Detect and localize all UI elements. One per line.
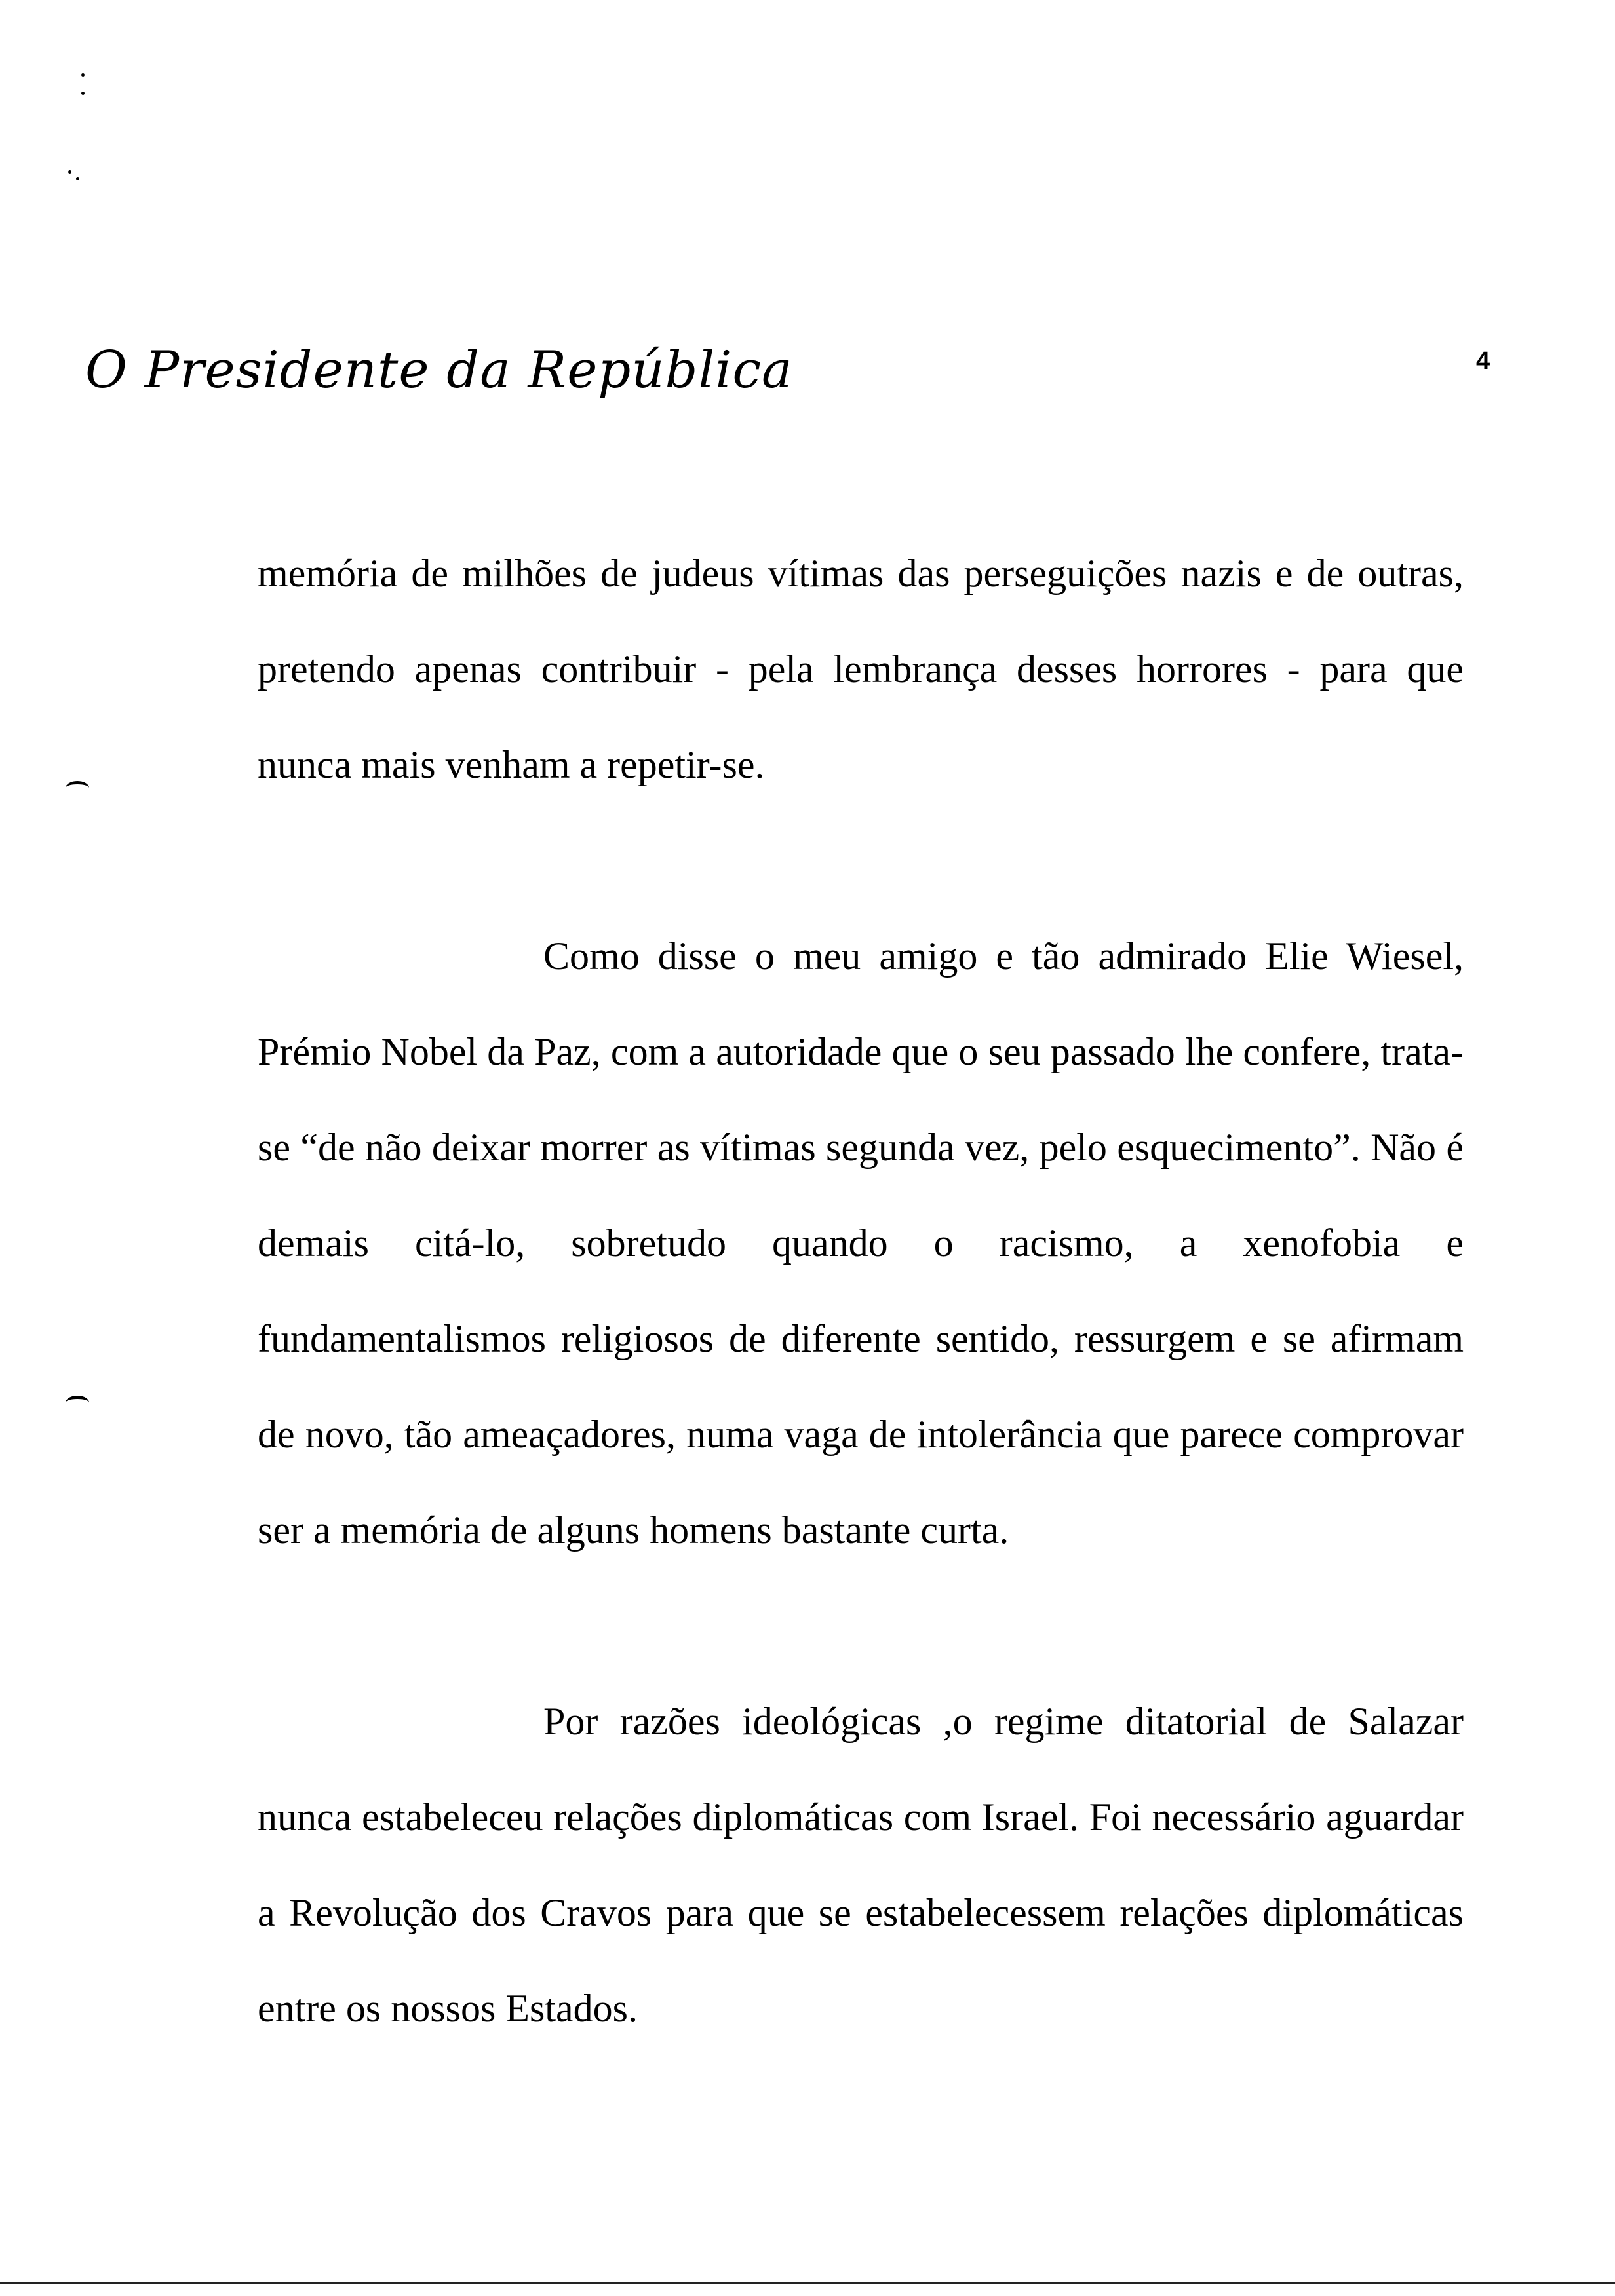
document-body xyxy=(258,526,1464,2056)
paragraph-wiesel-quote: Como disse o meu amigo e tão admirado Elie Wiesel, Prémio Nobel da Paz, com a autoridade que o seu passado lhe confere, trata-se “de não deixar morrer as vítimas segunda vez, pelo esquecimento”. Não é demais citá-lo, sobretudo quando o racismo, a xenofobia e fundamentalismos religiosos de diferente sentido, ressurgem e se afirmam de novo, tão ameaçadores, numa vaga de intolerância que parece comprovar ser a memória de alguns homens bastante curta. xyxy=(258,934,1464,1552)
margin-mark xyxy=(66,1396,89,1409)
scan-speck xyxy=(81,92,85,95)
scan-speck xyxy=(76,177,79,180)
paragraph-diplomatic-relations: Por razões ideológicas ,o regime ditatorial de Salazar nunca estabeleceu relações diplomáticas com Israel. Foi necessário aguardar a Revolução dos Cravos para que se estabelecessem relações diplomáticas entre os nossos Estados. xyxy=(258,1700,1464,2030)
letterhead-title: O Presidente da República xyxy=(85,341,793,400)
scan-speck xyxy=(81,73,85,77)
paragraph-continuation: memória de milhões de judeus vítimas das perseguições nazis e de outras, pretendo apenas contribuir - pela lembrança desses horrores - para que nunca mais venham a repetir-se. xyxy=(258,552,1464,786)
bottom-edge-rule xyxy=(0,2282,1615,2284)
scan-speck xyxy=(68,170,71,174)
page-number: 4 xyxy=(1476,347,1490,375)
margin-mark xyxy=(66,781,89,795)
